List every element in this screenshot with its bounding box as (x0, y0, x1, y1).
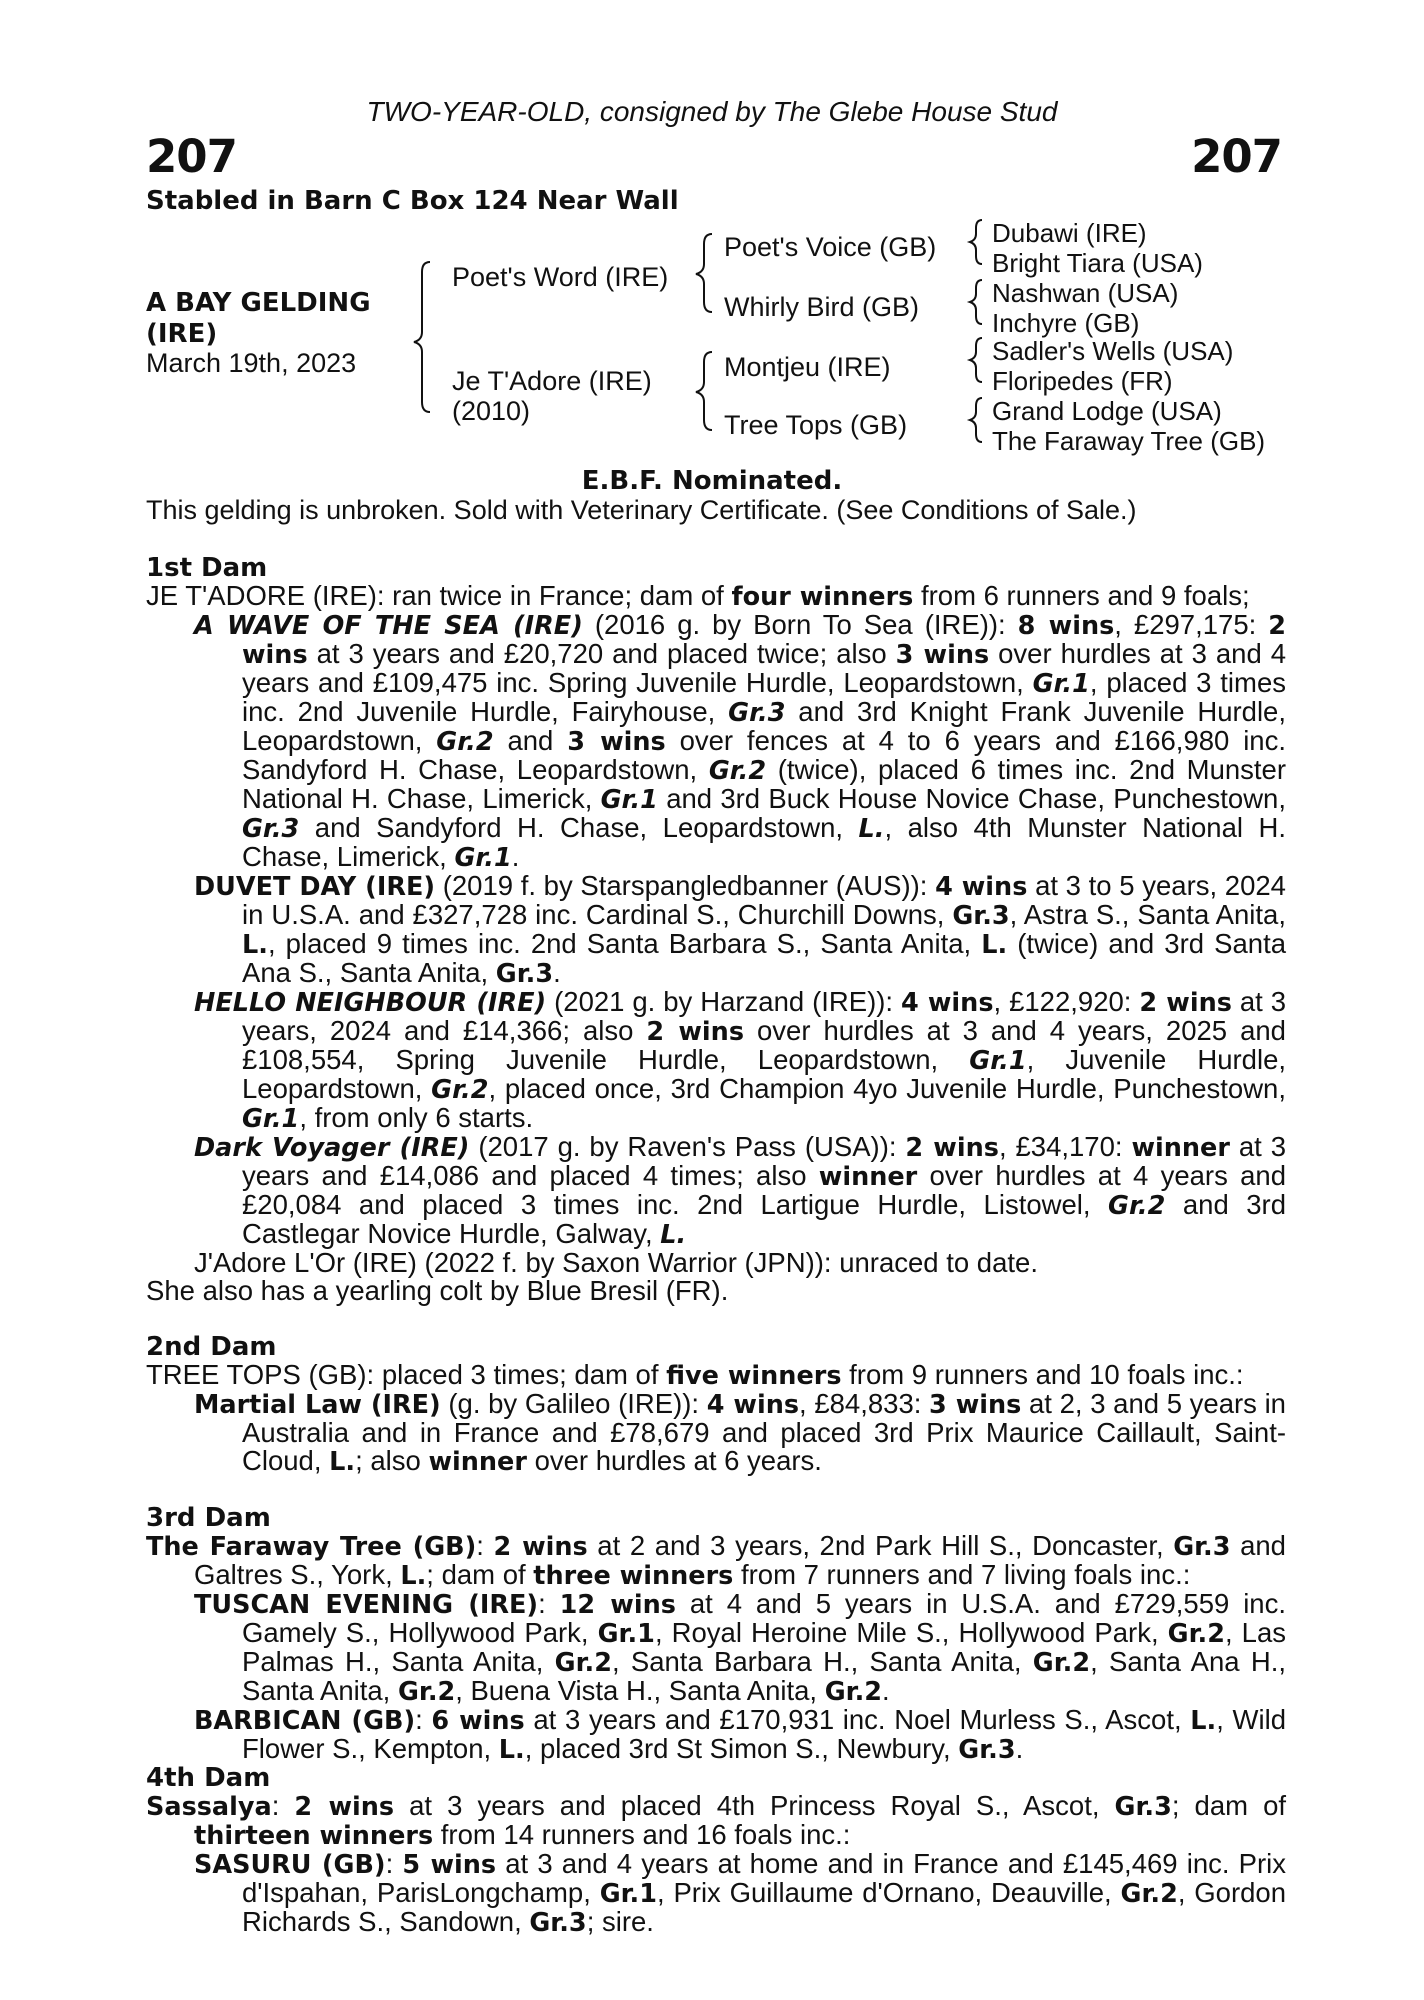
text-run: , placed 3rd St Simon S., Newbury, (524, 1733, 959, 1764)
text-run: Gr.2 (1167, 1619, 1225, 1649)
fourth-dam-produce-1 (194, 1850, 1286, 1937)
text-run: , also 4th Munster National H. Chase, Limerick, (242, 812, 1286, 872)
text-run: , Juvenile Hurdle, Leopardstown, (242, 1044, 1287, 1104)
second-dam-heading: 2nd Dam (146, 1332, 277, 1362)
text-run: (g. by Galileo (IRE)): (440, 1388, 707, 1419)
third-dam-produce-1 (194, 1590, 1286, 1706)
text-run: over hurdles at 4 years and £20,084 and placed 3 times inc. 2nd Lartigue Hurdle, Listowel, (242, 1160, 1286, 1220)
text-run: four winners (731, 582, 914, 612)
text-run: L. (858, 814, 885, 844)
text-run: Gr.2 (708, 756, 767, 786)
pedigree-sss: Dubawi (IRE) (992, 218, 1147, 248)
text-run: over hurdles at 3 and 4 years, 2025 and £108,554, Spring Juvenile Hurdle, Leopardstown, (242, 1015, 1286, 1075)
text-run: Gr.2 (824, 1677, 883, 1707)
second-dam-intro (146, 1361, 1286, 1390)
text-run: L. (1190, 1706, 1217, 1736)
text-run: (2021 g. by Harzand (IRE)): (546, 986, 901, 1017)
text-run: ; dam of (1171, 1790, 1287, 1821)
text-run: (twice) and 3rd Santa Ana S., Santa Anita, (242, 928, 1286, 988)
text-run: over fences at 4 to 6 years and £166,980 inc. Sandyford H. Chase, Leopardstown, (242, 725, 1286, 785)
text-run: : (271, 1790, 295, 1821)
text-run: , Wild Flower S., Kempton, (242, 1704, 1286, 1764)
pedigree-dsd: Floripedes (FR) (992, 366, 1173, 396)
third-dam-intro (146, 1532, 1286, 1590)
text-run: Gr.2 (436, 727, 494, 757)
text-run: , £84,833: (799, 1388, 930, 1419)
text-run: . (553, 957, 561, 988)
text-run: Gr.2 (1032, 1648, 1091, 1678)
text-run: . (511, 841, 520, 872)
text-run: Gr.3 (495, 959, 554, 989)
text-run: at 4 and 5 years in U.S.A. and £729,559 inc. Gamely S., Hollywood Park, (242, 1588, 1286, 1648)
text-run: L. (242, 930, 268, 960)
text-run: thirteen winners (194, 1821, 434, 1851)
text-run: , £297,175: (1114, 609, 1269, 640)
text-run: A WAVE OF THE SEA (IRE) (194, 611, 583, 641)
horse-dob: March 19th, 2023 (146, 348, 357, 378)
text-run: : (476, 1530, 494, 1561)
text-run: 3 wins (567, 727, 666, 757)
pedigree-dam-name: Je T'Adore (IRE) (452, 366, 652, 396)
text-run: , £122,920: (993, 986, 1140, 1017)
text-run: DUVET DAY (IRE) (194, 872, 436, 902)
text-run: Gr.1 (454, 843, 512, 873)
text-run: over hurdles at 3 and 4 years and £109,475 inc. Spring Juvenile Hurdle, Leopardstown, (242, 638, 1286, 698)
pedigree-dam-year: (2010) (452, 396, 531, 426)
text-run: BARBICAN (GB) (194, 1706, 416, 1736)
text-run: Gr.3 (728, 698, 786, 728)
text-run: 2 wins (646, 1017, 745, 1047)
text-run: (2017 g. by Raven's Pass (USA)): (469, 1131, 906, 1162)
text-run: . (882, 1675, 890, 1706)
pedigree-ssd: Bright Tiara (USA) (992, 248, 1203, 278)
first-dam-heading: 1st Dam (146, 553, 268, 583)
first-dam-produce-3 (194, 988, 1286, 1133)
text-run: Sassalya (146, 1792, 272, 1822)
third-dam-heading: 3rd Dam (146, 1503, 271, 1533)
text-run: and 3rd Castlegar Novice Hurdle, Galway, (242, 1189, 1286, 1249)
text-run: , placed 3 times inc. 2nd Juvenile Hurdle, Fairyhouse, (242, 667, 1286, 727)
text-run: , Santa Ana H., Santa Anita, (242, 1646, 1287, 1706)
first-dam-produce-1 (194, 611, 1286, 872)
text-run: three winners (533, 1561, 734, 1591)
text-run: winner (1131, 1133, 1230, 1163)
text-run: L. (660, 1220, 687, 1250)
text-run: Dark Voyager (IRE) (194, 1133, 470, 1163)
text-run: 4 wins (900, 988, 994, 1018)
text-run: at 2, 3 and 5 years in Australia and in France and £78,679 and placed 3rd Prix Maurice Caillault, Saint-Cloud, (242, 1388, 1286, 1476)
text-run: Gr.1 (599, 1879, 657, 1909)
text-run: at 3 years and £170,931 inc. Noel Murless S., Ascot, (524, 1704, 1191, 1735)
text-run: , placed once, 3rd Champion 4yo Juvenile Hurdle, Punchestown, (488, 1073, 1286, 1104)
text-run: (2019 f. by Starspangledbanner (AUS)): (435, 870, 936, 901)
pedigree-sdd: Inchyre (GB) (992, 308, 1140, 338)
text-run: 4 wins (706, 1390, 800, 1420)
text-run: SASURU (GB) (194, 1850, 386, 1880)
pedigree-sire-sire: Poet's Voice (GB) (724, 232, 937, 262)
text-run: TREE TOPS (GB): placed 3 times; dam of (146, 1359, 667, 1390)
text-run: 2 wins (294, 1792, 395, 1822)
text-run: from 6 runners and 9 foals; (913, 580, 1250, 611)
text-run: 8 wins (1017, 611, 1115, 641)
text-run: Gr.1 (242, 1104, 300, 1134)
text-run: 2 wins (905, 1133, 999, 1163)
text-run: and Galtres S., York, (194, 1530, 1286, 1590)
pedigree-dss: Sadler's Wells (USA) (992, 336, 1234, 366)
text-run: 2 wins (242, 611, 1286, 670)
text-run: HELLO NEIGHBOUR (IRE) (194, 988, 547, 1018)
text-run: 12 wins (559, 1590, 676, 1620)
text-run: Gr.1 (1032, 669, 1090, 699)
first-dam-produce-5: J'Adore L'Or (IRE) (2022 f. by Saxon Warrior (JPN)): unraced to date. (194, 1247, 1038, 1278)
pedigree-ddd: The Faraway Tree (GB) (992, 426, 1266, 456)
text-run: winner (428, 1447, 527, 1477)
text-run: 5 wins (402, 1850, 497, 1880)
text-run: Gr.1 (969, 1046, 1027, 1076)
text-run: winner (818, 1162, 918, 1192)
text-run: from 7 runners and 7 living foals inc.: (733, 1559, 1191, 1590)
text-run: Gr.3 (1173, 1532, 1231, 1562)
text-run: Gr.3 (952, 901, 1010, 931)
text-run: The Faraway Tree (GB) (146, 1532, 477, 1562)
text-run: Gr.3 (1114, 1792, 1172, 1822)
lot-number-left: 207 (146, 130, 237, 183)
text-run: at 3 years, 2024 and £14,366; also (242, 986, 1286, 1046)
pedigree-sds: Nashwan (USA) (992, 278, 1179, 308)
catalogue-body (146, 554, 1286, 1937)
pedigree-sire-dam: Whirly Bird (GB) (724, 292, 919, 322)
text-run: L. (498, 1735, 525, 1765)
text-run: at 3 years and £20,720 and placed twice; also (307, 638, 896, 669)
text-run: 3 wins (895, 640, 990, 670)
fourth-dam-intro (146, 1792, 1286, 1850)
first-dam-note: She also has a yearling colt by Blue Bresil (FR). (146, 1275, 729, 1306)
horse-name-line1: A BAY GELDING (146, 288, 371, 318)
text-run: at 3 years and placed 4th Princess Royal S., Ascot, (394, 1790, 1115, 1821)
text-run: 4 wins (935, 872, 1028, 902)
pedigree-dam-dam: Tree Tops (GB) (724, 410, 908, 440)
text-run: JE T'ADORE (IRE): ran twice in France; dam of (146, 580, 732, 611)
text-run: Gr.2 (1120, 1879, 1178, 1909)
text-run: L. (329, 1447, 356, 1477)
text-run: , £34,170: (998, 1131, 1132, 1162)
text-run: , Santa Barbara H., Santa Anita, (611, 1646, 1033, 1677)
text-run: , Astra S., Santa Anita, (1009, 899, 1286, 930)
text-run: at 3 and 4 years at home and in France and £145,469 inc. Prix d'Ispahan, ParisLongchamp, (242, 1848, 1286, 1908)
text-run: five winners (666, 1361, 842, 1391)
ebf-nomination: E.B.F. Nominated. (581, 466, 843, 496)
text-run: over hurdles at 6 years. (526, 1445, 822, 1476)
pedigree-dam-sire: Montjeu (IRE) (724, 352, 891, 382)
third-dam-produce-2 (194, 1706, 1286, 1764)
stabled-location: Stabled in Barn C Box 124 Near Wall (146, 186, 679, 216)
text-run: 2 wins (1139, 988, 1232, 1018)
text-run: L. (981, 930, 1008, 960)
text-run: , Prix Guillaume d'Ornano, Deauville, (657, 1877, 1121, 1908)
text-run: Gr.3 (242, 814, 300, 844)
first-dam-produce-2 (194, 872, 1286, 988)
text-run: 2 wins (493, 1532, 588, 1562)
text-run: ; also (355, 1445, 429, 1476)
text-run: Gr.1 (600, 785, 658, 815)
text-run: Gr.1 (597, 1619, 655, 1649)
text-run: , Gordon Richards S., Sandown, (242, 1877, 1287, 1937)
text-run: 6 wins (431, 1706, 525, 1736)
text-run: Gr.2 (431, 1075, 489, 1105)
text-run: (2016 g. by Born To Sea (IRE)): (582, 609, 1018, 640)
text-run: , from only 6 starts. (299, 1102, 534, 1133)
first-dam-produce-4 (194, 1133, 1286, 1249)
text-run: (twice), placed 6 times inc. 2nd Munster National H. Chase, Limerick, (242, 754, 1286, 814)
fourth-dam-heading: 4th Dam (146, 1763, 271, 1793)
consignor-line: TWO-YEAR-OLD, consigned by The Glebe House Stud (366, 96, 1058, 127)
text-run: Gr.2 (1108, 1191, 1166, 1221)
text-run: 3 wins (929, 1390, 1022, 1420)
text-run: and Sandyford H. Chase, Leopardstown, (299, 812, 859, 843)
second-dam-produce-1 (194, 1390, 1286, 1476)
pedigree-dds: Grand Lodge (USA) (992, 396, 1222, 426)
text-run: L. (400, 1561, 427, 1591)
text-run: : (538, 1588, 560, 1619)
text-run: Martial Law (IRE) (194, 1390, 441, 1420)
text-run: . (1015, 1733, 1024, 1764)
text-run: and (493, 725, 568, 756)
text-run: at 3 years and £14,086 and placed 4 times; also (242, 1131, 1286, 1191)
first-dam-intro (146, 582, 1286, 611)
text-run: : (385, 1848, 403, 1879)
sale-note: This gelding is unbroken. Sold with Veterinary Certificate. (See Conditions of Sale.) (146, 495, 1137, 525)
text-run: , Royal Heroine Mile S., Hollywood Park, (654, 1617, 1168, 1648)
text-run: from 9 runners and 10 foals inc.: (841, 1359, 1244, 1390)
text-run: Gr.2 (554, 1648, 612, 1678)
lot-number-right: 207 (1191, 130, 1282, 183)
text-run: at 2 and 3 years, 2nd Park Hill S., Doncaster, (587, 1530, 1174, 1561)
text-run: : (415, 1704, 432, 1735)
text-run: from 14 runners and 16 foals inc.: (433, 1819, 851, 1850)
text-run: TUSCAN EVENING (IRE) (194, 1590, 539, 1620)
horse-name-line2: (IRE) (146, 319, 218, 349)
text-run: ; sire. (586, 1906, 654, 1937)
text-run: , Las Palmas H., Santa Anita, (242, 1617, 1286, 1677)
text-run: and 3rd Knight Frank Juvenile Hurdle, Leopardstown, (242, 696, 1286, 756)
text-run: ; dam of (426, 1559, 534, 1590)
text-run: Gr.3 (529, 1908, 587, 1938)
text-run: Gr.2 (397, 1677, 456, 1707)
pedigree-sire: Poet's Word (IRE) (452, 262, 669, 292)
text-run: , Buena Vista H., Santa Anita, (455, 1675, 825, 1706)
pedigree-dam (452, 366, 652, 426)
text-run: at 3 to 5 years, 2024 in U.S.A. and £327,728 inc. Cardinal S., Churchill Downs, (242, 870, 1286, 930)
text-run: and 3rd Buck House Novice Chase, Punchestown, (657, 783, 1286, 814)
text-run: , placed 9 times inc. 2nd Santa Barbara S., Santa Anita, (267, 928, 982, 959)
text-run: Gr.3 (958, 1735, 1016, 1765)
